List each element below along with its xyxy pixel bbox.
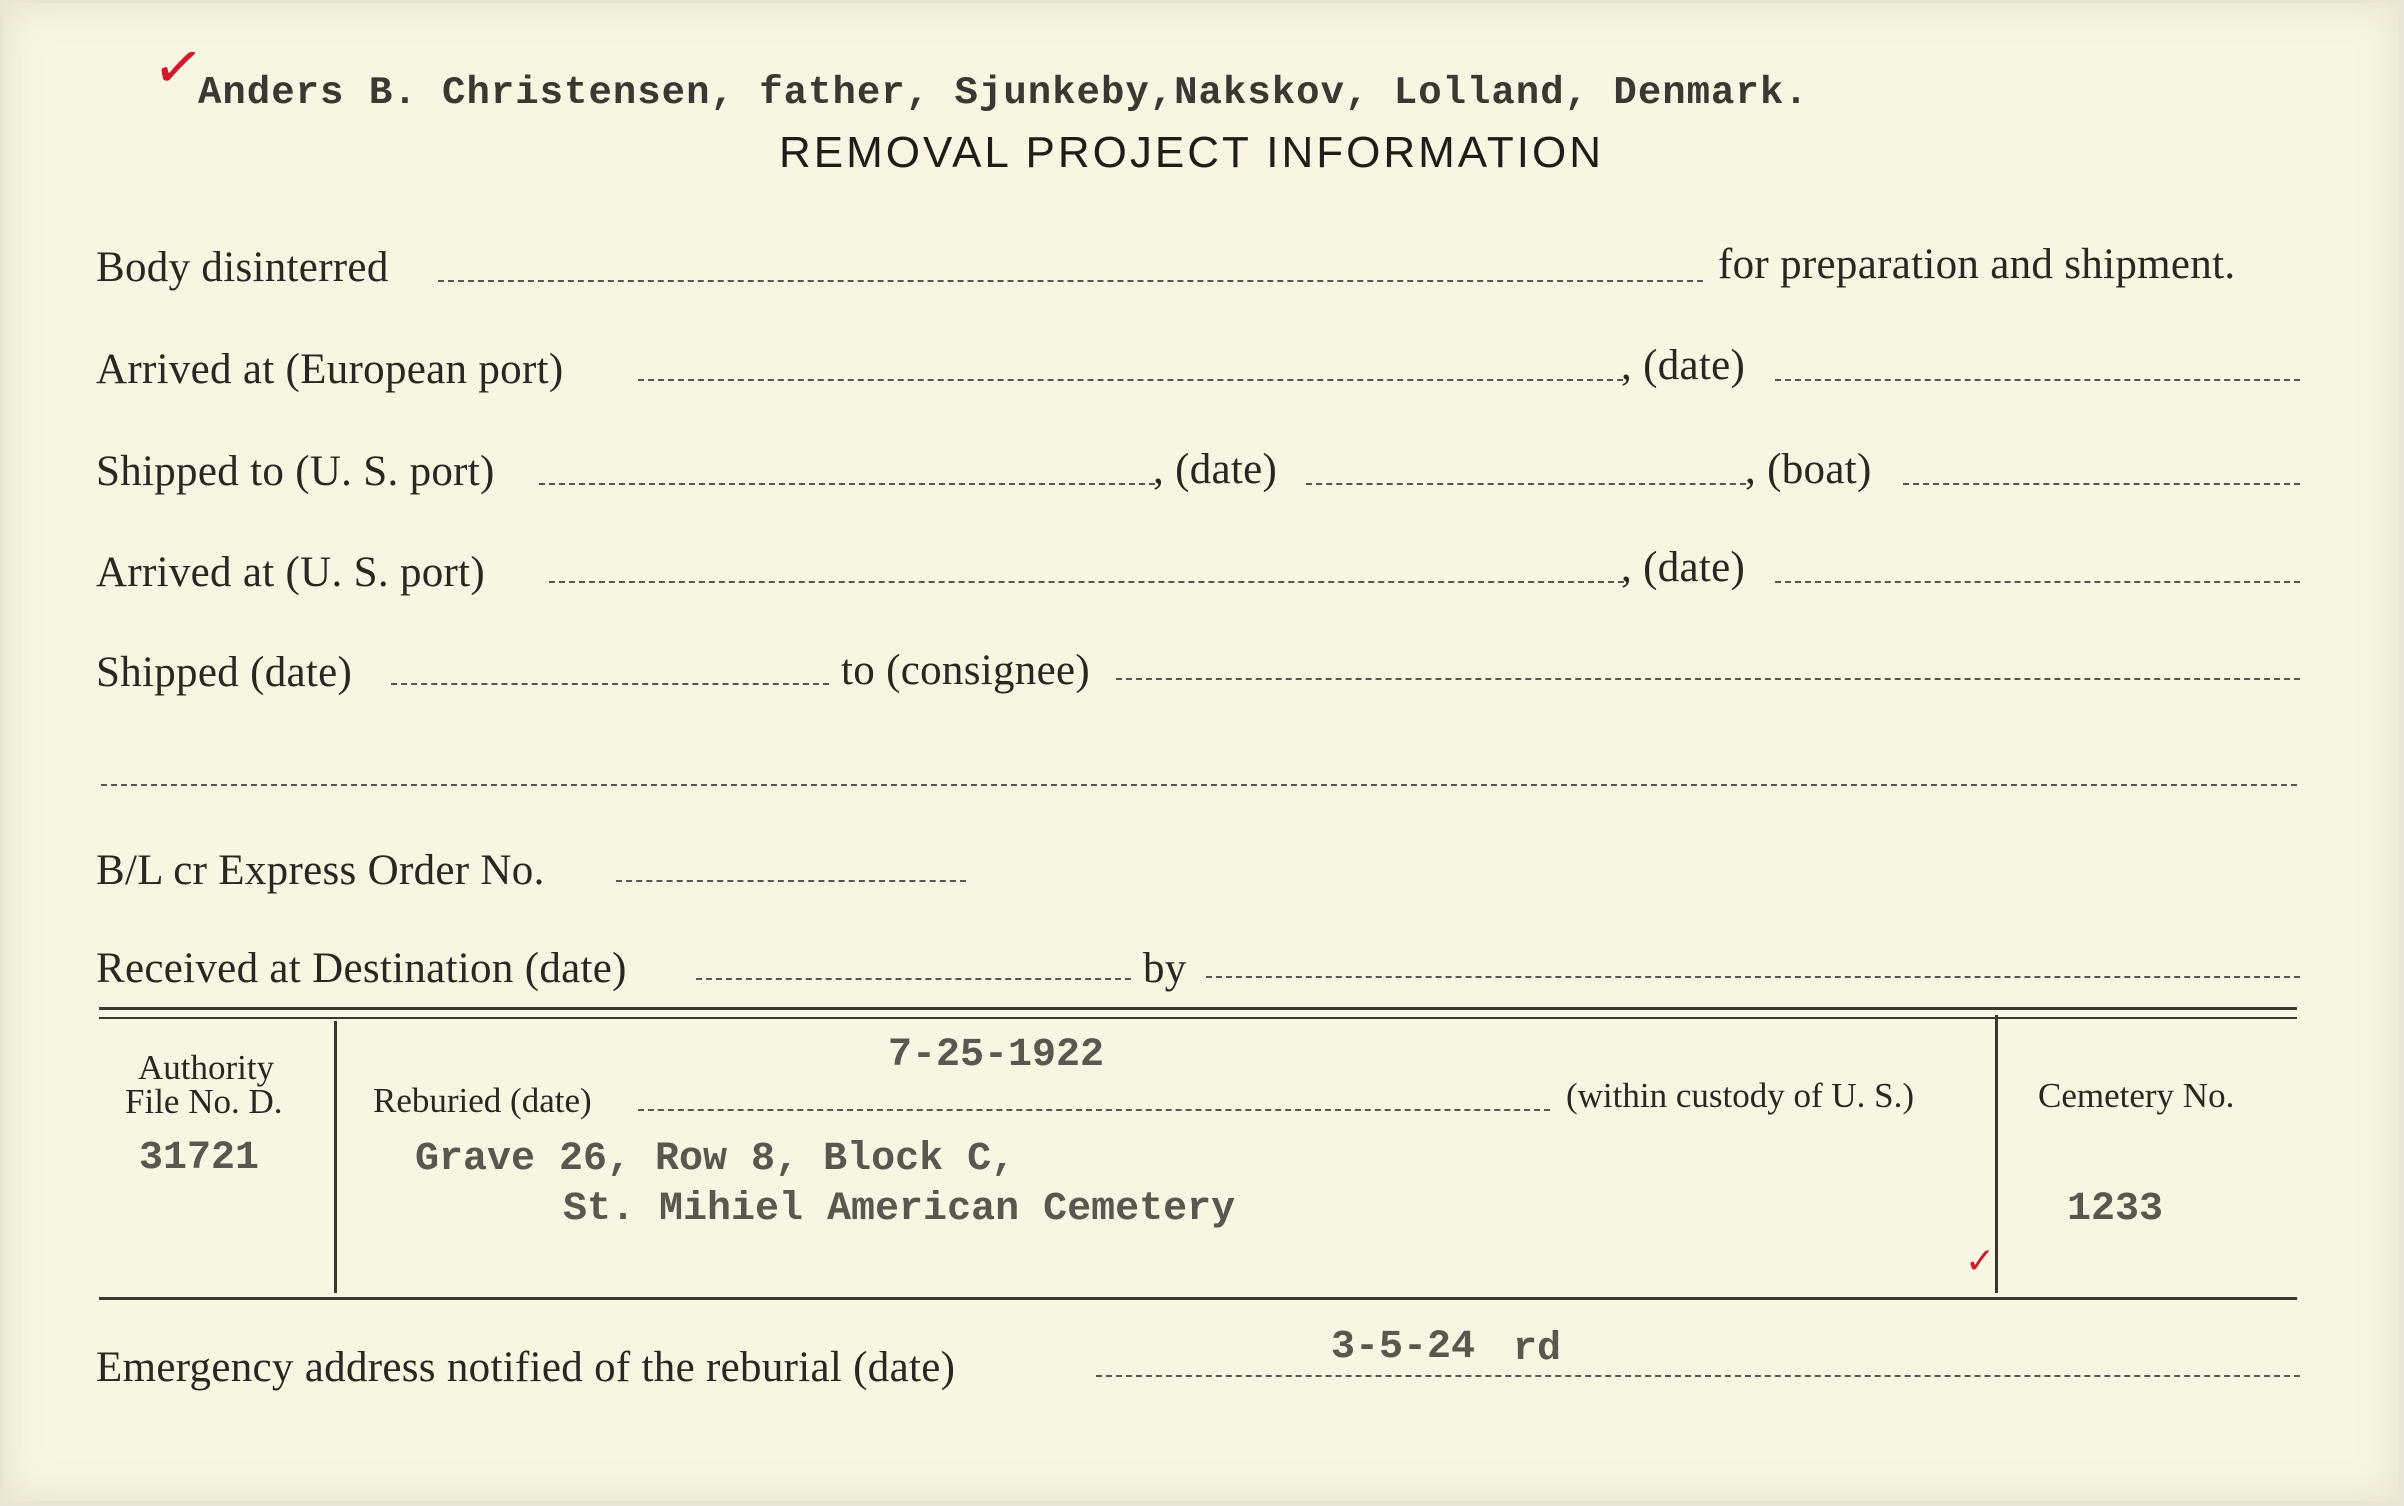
divider-vertical [334, 1021, 337, 1293]
reburied-date-label: Reburied (date) [373, 1081, 592, 1120]
arrived-us-date-field [1775, 581, 2300, 583]
divider-bottom [99, 1297, 2297, 1300]
consignee-continuation-field [101, 784, 2297, 786]
file-no-label: File No. D. [125, 1082, 283, 1121]
record-card [3, 3, 2399, 1501]
boat-label: , (boat) [1745, 446, 1872, 493]
us-port-field [539, 483, 1155, 485]
bl-order-field [616, 880, 966, 882]
grave-location-line1: Grave 26, Row 8, Block C, [415, 1137, 1016, 1182]
authority-label: Authority [138, 1048, 275, 1087]
grave-location-line2: St. Mihiel American Cemetery [563, 1187, 1236, 1232]
date-label: , (date) [1621, 544, 1746, 591]
by-label: by [1143, 945, 1187, 992]
shipped-date-field [391, 683, 829, 685]
shipped-date-label: Shipped (date) [96, 649, 353, 696]
body-disinterred-label: Body disinterred [96, 244, 389, 291]
emergency-date: 3-5-24 [1331, 1325, 1476, 1370]
cemetery-no-label: Cemetery No. [2038, 1076, 2235, 1115]
received-date-field [696, 978, 1131, 980]
reburied-date-field [638, 1109, 1550, 1111]
checkmark-icon: ✓ [148, 29, 208, 107]
european-port-field [638, 379, 1623, 381]
date-label: , (date) [1153, 446, 1278, 493]
reburial-date: 7-25-1922 [888, 1033, 1105, 1078]
custody-label: (within custody of U. S.) [1566, 1076, 1915, 1115]
divider-vertical [1995, 1015, 1998, 1293]
divider-top [99, 1007, 2297, 1010]
cemetery-number: 1233 [2067, 1187, 2164, 1232]
arrived-european-port-label: Arrived at (European port) [96, 346, 564, 393]
preparation-label: for preparation and shipment. [1718, 241, 2236, 288]
received-destination-label: Received at Destination (date) [96, 945, 627, 992]
authority-file-number: 31721 [139, 1136, 260, 1181]
arrived-us-port-field [549, 581, 1624, 583]
boat-field [1903, 483, 2300, 485]
shipped-to-us-port-label: Shipped to (U. S. port) [96, 448, 495, 495]
bl-order-label: B/L cr Express Order No. [96, 847, 545, 894]
consignee-label: to (consignee) [841, 647, 1090, 694]
emergency-initials: rd [1513, 1327, 1562, 1372]
received-by-field [1206, 976, 2300, 978]
ship-date-field [1306, 483, 1746, 485]
emergency-address-label: Emergency address notified of the reburial (date) [96, 1344, 956, 1391]
date-label: , (date) [1621, 342, 1746, 389]
consignee-field [1116, 678, 2300, 680]
checkmark-icon: ✓ [1965, 1241, 1996, 1282]
body-disinterred-field [438, 280, 1703, 282]
divider-top-inner [99, 1017, 2297, 1019]
typed-name-line: Anders B. Christensen, father, Sjunkeby,Nakskov, Lolland, Denmark. [198, 71, 1809, 115]
european-date-field [1775, 379, 2300, 381]
page-title: REMOVAL PROJECT INFORMATION [779, 128, 1604, 177]
arrived-us-port-label: Arrived at (U. S. port) [96, 549, 486, 596]
emergency-date-field [1096, 1375, 2300, 1377]
